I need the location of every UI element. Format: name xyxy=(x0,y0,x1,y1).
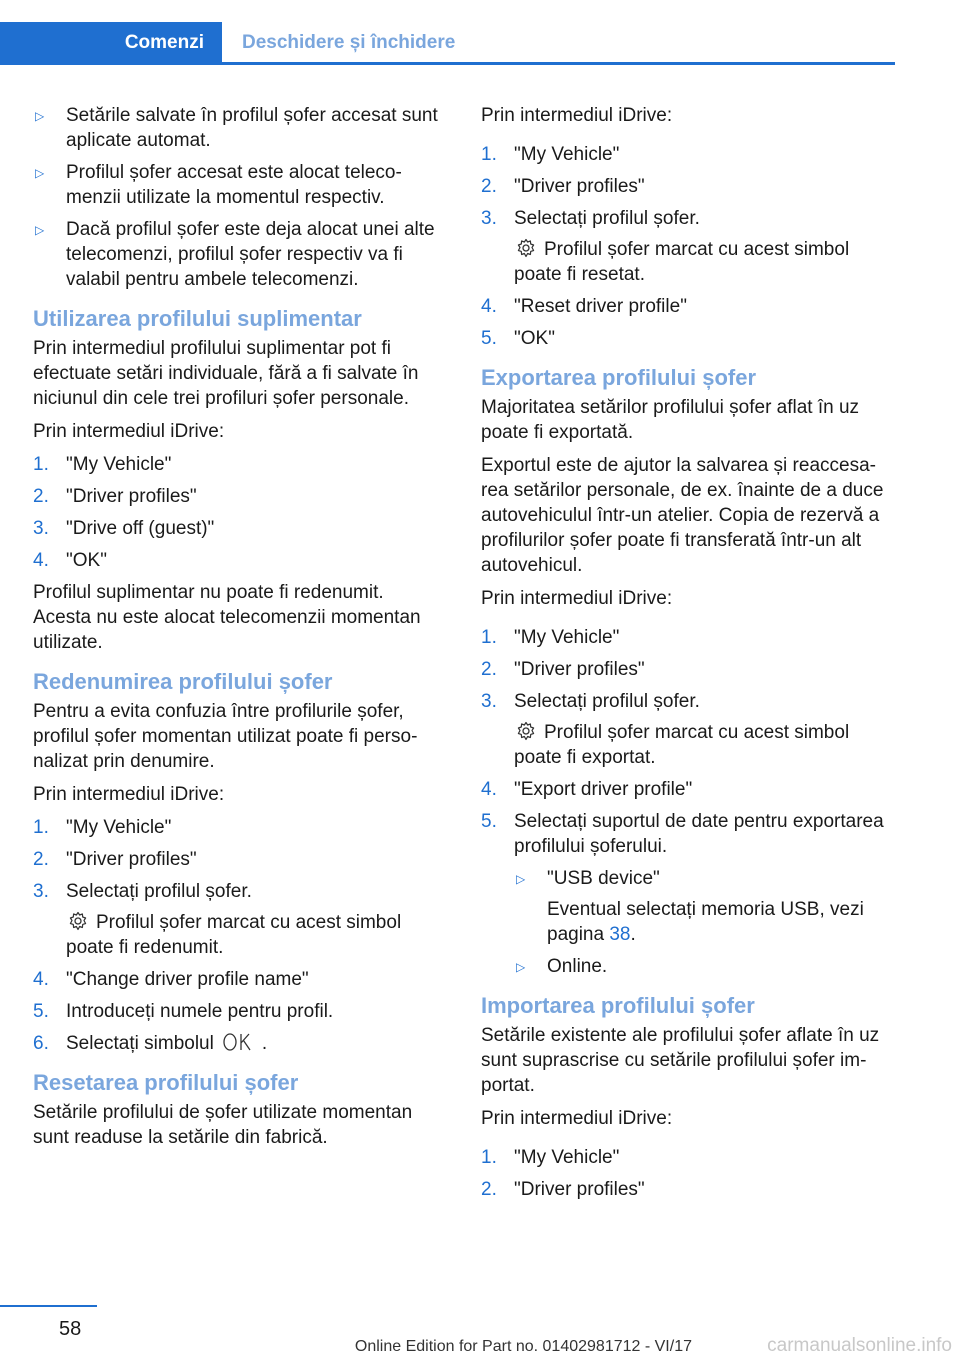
list-item xyxy=(481,174,893,199)
paragraph: Setările existente ale profilului șofer aflate în uz sunt suprascrise cu setările profilului șofer importat. xyxy=(481,1025,880,1096)
step-number: 6. xyxy=(33,1033,49,1054)
step-text: "Drive off (guest)" xyxy=(66,518,215,539)
list-item xyxy=(33,1031,445,1056)
edition-text: Online Edition for Part no. 01402981712 - VI/17 xyxy=(354,1338,692,1355)
list-item xyxy=(33,967,445,992)
list-item xyxy=(33,548,445,573)
page-link[interactable]: 38 xyxy=(609,924,631,945)
step-number: 4. xyxy=(481,296,497,317)
ok-symbol-icon xyxy=(220,1032,256,1052)
list-item xyxy=(481,657,893,682)
bullet-text: Setările salvate în profilul șofer accesat sunt aplicate automat. xyxy=(66,105,438,151)
page-number: 58 xyxy=(59,1318,82,1340)
step-number: 1. xyxy=(481,1147,497,1168)
section-heading-resetare: Resetarea profilului șofer xyxy=(33,1070,299,1095)
symbol-note xyxy=(514,720,893,770)
symbol-note xyxy=(66,910,445,960)
step-text: "OK" xyxy=(66,550,107,571)
steps-list xyxy=(33,815,445,1056)
step-text: "OK" xyxy=(514,328,555,349)
list-item xyxy=(481,625,893,650)
step-text: "Reset driver profile" xyxy=(514,296,687,317)
list-item xyxy=(33,160,445,210)
triangle-bullet-icon: ▷ xyxy=(35,166,45,180)
paragraph: Prin intermediul iDrive: xyxy=(33,784,225,805)
steps-list xyxy=(481,142,893,351)
intro-bullet-list xyxy=(33,103,445,292)
bullet-text: Dacă profilul șofer este deja alocat unei alte telecomenzi, profilul șofer respectiv va fi valabil pentru ambele telecomenzi. xyxy=(66,219,435,290)
sub-bullet-list xyxy=(514,866,893,979)
list-item xyxy=(481,206,893,287)
note-text: Profilul șofer marcat cu acest simbol poate fi exportat. xyxy=(514,722,850,768)
step-number: 3. xyxy=(33,881,49,902)
triangle-bullet-icon: ▷ xyxy=(35,109,45,123)
list-item xyxy=(33,217,445,292)
bullet-text: Profilul șofer accesat este alocat telecomenzii utilizate la momentul respectiv. xyxy=(66,162,402,208)
note-suffix: . xyxy=(630,924,636,945)
step-number: 2. xyxy=(33,486,49,507)
paragraph: Prin intermediul iDrive: xyxy=(481,1108,673,1129)
gear-icon xyxy=(68,911,88,931)
list-item xyxy=(514,954,893,979)
section-heading-exportare: Exportarea profilului șofer xyxy=(481,365,757,390)
list-item xyxy=(481,326,893,351)
list-item xyxy=(481,777,893,802)
step-text-suffix: . xyxy=(261,1033,268,1054)
step-number: 2. xyxy=(481,659,497,680)
step-text: "Change driver profile name" xyxy=(66,969,309,990)
list-item xyxy=(33,847,445,872)
sub-note xyxy=(547,897,893,947)
tab-comenzi[interactable]: Comenzi xyxy=(0,22,222,62)
steps-list xyxy=(481,1145,893,1202)
gear-icon xyxy=(516,721,536,741)
paragraph: Majoritatea setărilor profilului șofer aflat în uz poate fi exportată. xyxy=(481,397,860,443)
list-item xyxy=(33,484,445,509)
list-item xyxy=(481,809,893,979)
step-text: "Driver profiles" xyxy=(514,1179,645,1200)
step-text: Selectați simbolul xyxy=(66,1033,214,1054)
step-number: 3. xyxy=(481,691,497,712)
list-item xyxy=(33,516,445,541)
step-text: "My Vehicle" xyxy=(514,1147,620,1168)
step-text: Selectați profilul șofer. xyxy=(514,691,700,712)
step-number: 5. xyxy=(481,811,497,832)
list-item xyxy=(481,294,893,319)
list-item xyxy=(481,1145,893,1170)
symbol-note xyxy=(514,237,893,287)
header-tabbar xyxy=(0,22,895,65)
step-number: 1. xyxy=(33,454,49,475)
section-heading-redenumire: Redenumirea profilului șofer xyxy=(33,669,333,694)
paragraph: Profilul suplimentar nu poate fi redenumit. Acesta nu este alocat telecomenzii momentan utilizate. xyxy=(33,582,421,653)
step-text: "Driver profiles" xyxy=(514,659,645,680)
list-item xyxy=(33,452,445,477)
triangle-bullet-icon: ▷ xyxy=(35,223,45,237)
right-column xyxy=(481,103,893,1209)
tab-deschidere-inchidere[interactable]: Deschidere și închidere xyxy=(242,32,456,53)
step-number: 1. xyxy=(481,144,497,165)
list-item xyxy=(33,103,445,153)
list-item xyxy=(33,999,445,1024)
step-number: 2. xyxy=(33,849,49,870)
step-text: Selectați profilul șofer. xyxy=(514,208,700,229)
list-item xyxy=(481,142,893,167)
section-heading-profil-suplimentar: Utilizarea profilului suplimentar xyxy=(33,306,362,331)
step-number: 2. xyxy=(481,1179,497,1200)
step-text: "My Vehicle" xyxy=(66,817,172,838)
paragraph: Setările profilului de șofer utilizate momentan sunt readuse la setările din fabrică. xyxy=(33,1102,413,1148)
paragraph: Exportul este de ajutor la salvarea și reaccesarea setărilor personale, de ex. înainte de a duce autovehiculul într-un atelier. Copia de rezervă a profilurilor șofer poate fi transferată într-un alt autovehicul. xyxy=(481,455,884,576)
triangle-bullet-icon: ▷ xyxy=(516,960,526,974)
note-text: Eventual selectați memoria USB, vezi pagina xyxy=(547,899,864,945)
step-text: "Export driver profile" xyxy=(514,779,693,800)
step-number: 4. xyxy=(481,779,497,800)
paragraph: Pentru a evita confuzia între profilurile șofer, profilul șofer momentan utilizat poate fi personalizat prin denumire. xyxy=(33,701,418,772)
step-text: "Driver profiles" xyxy=(66,849,197,870)
note-text: Profilul șofer marcat cu acest simbol poate fi redenumit. xyxy=(66,912,402,958)
step-number: 1. xyxy=(481,627,497,648)
paragraph: Prin intermediul iDrive: xyxy=(481,105,673,126)
list-item xyxy=(514,866,893,947)
list-item xyxy=(481,689,893,770)
step-number: 4. xyxy=(33,969,49,990)
step-text: "My Vehicle" xyxy=(514,627,620,648)
step-text: "My Vehicle" xyxy=(514,144,620,165)
footer-rule xyxy=(0,1305,97,1307)
bullet-text: Online. xyxy=(547,956,608,977)
steps-list xyxy=(481,625,893,979)
step-number: 5. xyxy=(481,328,497,349)
step-number: 3. xyxy=(33,518,49,539)
steps-list xyxy=(33,452,445,573)
paragraph: Prin intermediul iDrive: xyxy=(481,588,673,609)
list-item xyxy=(481,1177,893,1202)
step-text: "Driver profiles" xyxy=(66,486,197,507)
paragraph: Prin intermediul profilului suplimentar pot fi efectuate setări individuale, fără a fi salvate în niciunul din cele trei profiluri șofer personale. xyxy=(33,338,419,409)
left-column xyxy=(33,103,445,1158)
step-number: 2. xyxy=(481,176,497,197)
paragraph: Prin intermediul iDrive: xyxy=(33,421,225,442)
bullet-text: "USB device" xyxy=(547,868,660,889)
step-text: Selectați profilul șofer. xyxy=(66,881,252,902)
note-text: Profilul șofer marcat cu acest simbol poate fi resetat. xyxy=(514,239,850,285)
step-text: Introduceți numele pentru profil. xyxy=(66,1001,334,1022)
step-number: 4. xyxy=(33,550,49,571)
step-number: 1. xyxy=(33,817,49,838)
list-item xyxy=(33,815,445,840)
step-number: 3. xyxy=(481,208,497,229)
step-number: 5. xyxy=(33,1001,49,1022)
gear-icon xyxy=(516,238,536,258)
watermark: carmanualsonline.info xyxy=(767,1335,952,1356)
list-item xyxy=(33,879,445,960)
step-text: "Driver profiles" xyxy=(514,176,645,197)
triangle-bullet-icon: ▷ xyxy=(516,872,526,886)
step-text: Selectați suportul de date pentru exportarea profilului șoferului. xyxy=(514,811,884,857)
step-text: "My Vehicle" xyxy=(66,454,172,475)
section-heading-importare: Importarea profilului șofer xyxy=(481,993,755,1018)
